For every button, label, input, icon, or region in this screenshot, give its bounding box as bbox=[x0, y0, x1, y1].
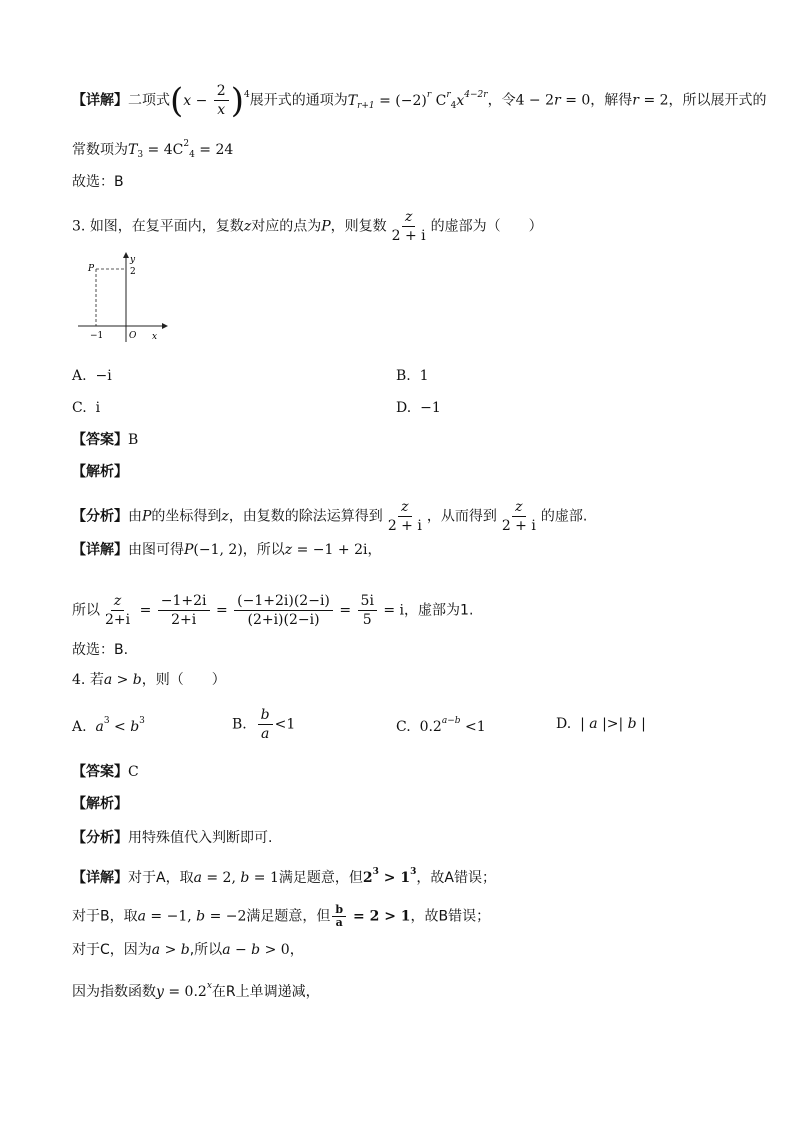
origin-label: O bbox=[129, 331, 137, 341]
q3-option-c[interactable]: C. i bbox=[72, 400, 101, 416]
q4-detail-d: 因为指数函数$y = 0.2^x$在R上单调递减， bbox=[72, 981, 320, 1000]
complex-plane-figure bbox=[72, 250, 182, 345]
q4-option-b[interactable]: B. $\frac{b}{a}$ <1 bbox=[232, 707, 296, 742]
choose-line-q2: 故选：B bbox=[72, 174, 124, 190]
constant-term-line: 常数项为$T_3 = 4C^2_4 = 24$ bbox=[72, 139, 234, 160]
binomial-expression: (x − $\frac{2}{x}$ )$^4$ bbox=[170, 80, 250, 121]
question-3: 3. 如图，在复平面内，复数z对应的点为P，则复数 $\frac{z}{2 + i}$ 的虚部为（ ） bbox=[72, 209, 543, 244]
q3-option-b[interactable]: B. 1 bbox=[396, 368, 429, 384]
question-4: 4. 若a > b，则（ ） bbox=[72, 672, 226, 688]
q4-fenxi: 【分析】用特殊值代入判断即可. bbox=[72, 830, 273, 846]
q3-option-d[interactable]: D. −1 bbox=[396, 400, 441, 416]
y-label: y bbox=[130, 255, 136, 265]
q4-detail-b: 对于B，取a = −1, b = −2满足题意，但 $\frac{b}{a}$ = 2 > 1，故B错误； bbox=[72, 903, 491, 929]
x-axis-arrow bbox=[162, 323, 168, 329]
y-axis-arrow bbox=[123, 252, 129, 258]
q3-jiexi: 【解析】 bbox=[72, 464, 128, 480]
q4-option-a[interactable]: A. $a^3 < b^3$ bbox=[72, 716, 145, 735]
detail-line-binomial: 【详解】二项式(x − $\frac{2}{x}$ )$^4$展开式的通项为$T_{r+1} = (-2)^r$ $C^r_4x^{4-2r}$，令4 − 2r = 0，解得r = 2，所以展开式的 bbox=[72, 80, 767, 121]
x-label: x bbox=[152, 332, 158, 342]
q3-choose: 故选：B. bbox=[72, 642, 129, 658]
q3-answer: 【答案】B bbox=[72, 432, 139, 448]
q4-answer: 【答案】C bbox=[72, 764, 139, 780]
general-term-formula: $T_{r+1} = (-2)^r$ $C^r_4x^{4-2r}$ bbox=[347, 89, 488, 111]
q4-option-c[interactable]: C. $0.2^{a-b} <1$ bbox=[396, 716, 486, 735]
detail-tag: 【详解】 bbox=[72, 92, 128, 109]
x-tick-neg1: −1 bbox=[90, 331, 104, 341]
q3-option-a[interactable]: A. −i bbox=[72, 368, 112, 384]
point-p-label: P bbox=[88, 264, 95, 274]
q4-jiexi: 【解析】 bbox=[72, 796, 128, 812]
q4-detail-a: 【详解】对于A，取a = 2, b = 1满足题意，但$2^3 > 1^3$，故A错误； bbox=[72, 867, 496, 886]
q3-detail: 【详解】由图可得P(−1, 2)，所以z = −1 + 2i， bbox=[72, 542, 382, 558]
q4-detail-c: 对于C，因为a > b,所以a − b > 0， bbox=[72, 942, 304, 958]
y-tick-2: 2 bbox=[130, 267, 136, 277]
q3-fenxi: 【分析】由P的坐标得到z，由复数的除法运算得到 $\frac{z}{2 + i}$ ，从而得到 $\frac{z}{2 + i}$ 的虚部. bbox=[72, 499, 588, 534]
q4-option-d[interactable]: D. | a |>| b | bbox=[556, 716, 646, 732]
q3-division-line: 所以 $\frac{z}{2+i}$ = $\frac{-1+2i}{2+i}$ = $\frac{(-1+2i)(2-i)}{(2+i)(2-i)}$ = $\frac{5i}{5}$ = i，虚部为1. bbox=[72, 593, 474, 628]
